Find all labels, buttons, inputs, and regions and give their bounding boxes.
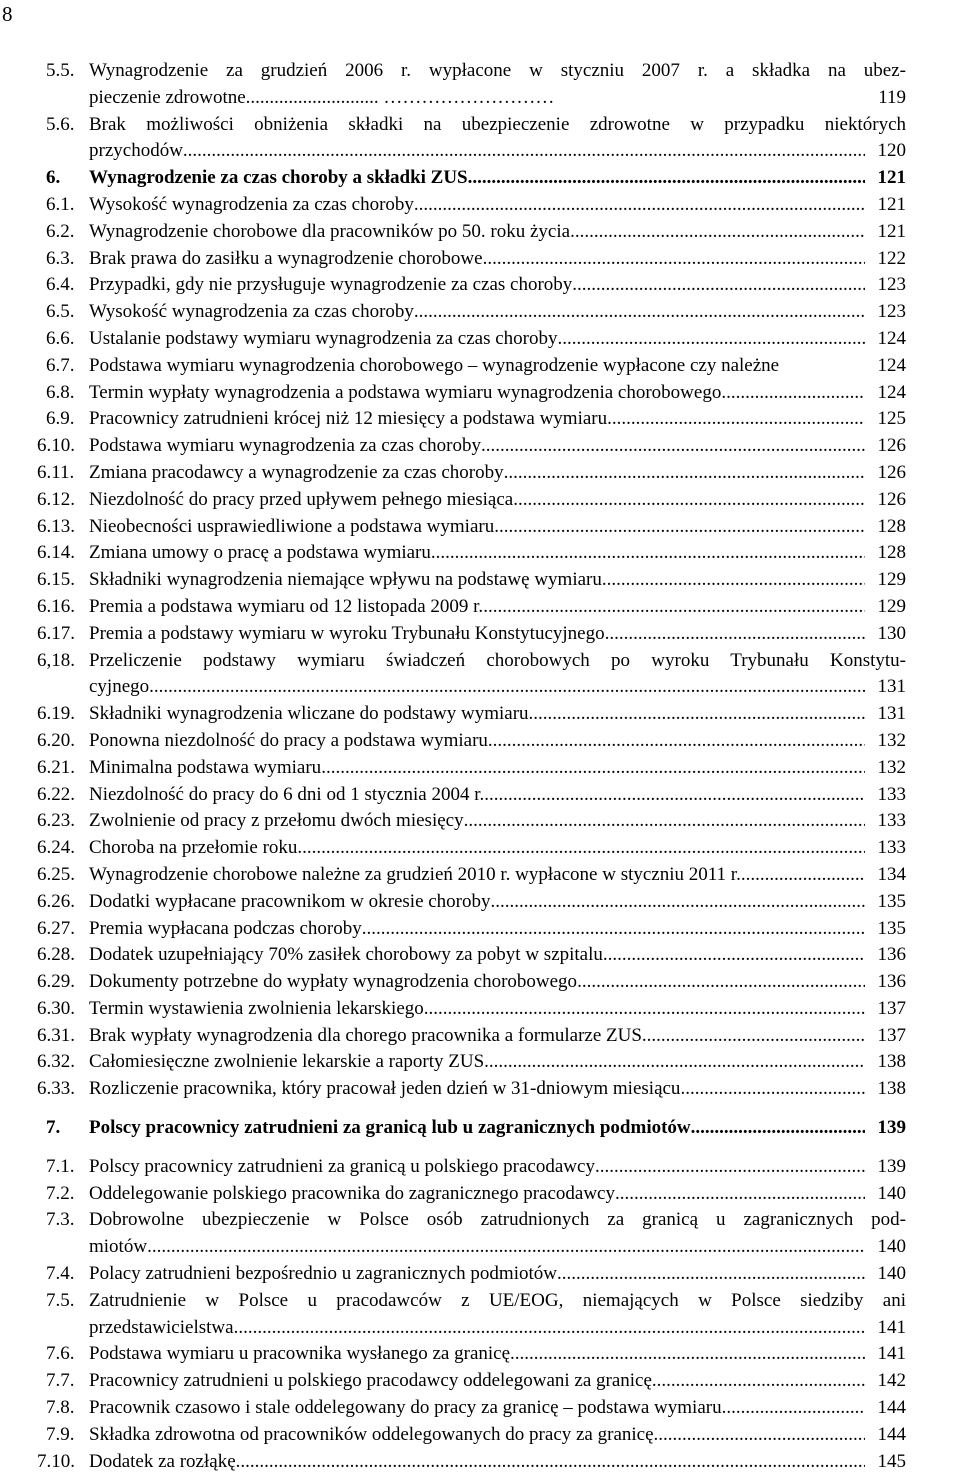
- toc-entry-page: 133: [877, 810, 906, 832]
- toc-entry-page: 141: [877, 1343, 906, 1365]
- dot-leader: [491, 889, 865, 916]
- toc-entry-title: Nieobecności usprawiedliwione a podstawa wymiaru: [89, 515, 495, 537]
- dot-leader: [691, 1115, 865, 1142]
- toc-entry-page: 123: [877, 274, 906, 296]
- toc-entry-page: 128: [877, 542, 906, 564]
- toc-entry-title: Wynagrodzenie chorobowe dla pracowników po 50. roku życia: [89, 220, 571, 242]
- toc-entry-page: 128: [877, 515, 906, 537]
- dot-leader: [680, 1076, 865, 1103]
- toc-entry-title: Ponowna niezdolność do pracy a podstawa wymiaru: [89, 729, 488, 751]
- dot-leader: [642, 1023, 865, 1050]
- dot-leader: [615, 1181, 865, 1208]
- toc-entry-title: Polscy pracownicy zatrudnieni za granicą lub u zagranicznych podmiotów: [89, 1117, 691, 1139]
- toc-entry-page: 136: [877, 971, 906, 993]
- toc-entry[interactable]: [0, 1154, 960, 1181]
- toc-entry-page: 137: [877, 997, 906, 1019]
- toc-entry-number: 6.2.: [46, 220, 75, 242]
- toc-entry-title: Składka zdrowotna od pracowników oddelegowanych do pracy za granicę: [89, 1423, 654, 1445]
- toc-entry-number: 7.: [46, 1117, 61, 1139]
- toc-entry-title: Przypadki, gdy nie przysługuje wynagrodzenie za czas choroby: [89, 274, 573, 296]
- toc-entry-title: Podstawa wymiaru u pracownika wysłanego za granicę: [89, 1343, 511, 1365]
- toc-entry-page: 123: [877, 301, 906, 323]
- toc-entry-leader-text: ............................ ………………………: [245, 86, 555, 108]
- toc-entry-number: 6.32.: [37, 1051, 75, 1073]
- toc-entry-title: Rozliczenie pracownika, który pracował jeden dzień w 31-dniowym miesiącu: [89, 1078, 681, 1100]
- toc-entry-number: 6.4.: [46, 274, 75, 296]
- dot-leader: [513, 487, 865, 514]
- dot-leader: [484, 1049, 865, 1076]
- toc-entry[interactable]: [0, 112, 960, 166]
- dot-leader: [468, 165, 865, 192]
- toc-entry-title: Premia a podstawy wymiaru w wyroku Trybunału Konstytucyjnego: [89, 622, 605, 644]
- dot-leader: [577, 969, 865, 996]
- toc-entry-title: Zmiana pracodawcy a wynagrodzenie za czas choroby: [89, 461, 504, 483]
- toc-entry[interactable]: [0, 326, 960, 353]
- toc-entry-number: 6.: [46, 167, 61, 189]
- toc-entry[interactable]: [0, 58, 960, 112]
- dot-leader: [321, 755, 865, 782]
- toc-entry-title: Choroba na przełomie roku: [89, 837, 298, 859]
- toc-entry[interactable]: [0, 1207, 960, 1261]
- toc-entry[interactable]: [0, 916, 960, 943]
- toc-entry-title-line: Wynagrodzenie za grudzień 2006 r. wypłacone w styczniu 2007 r. a składka na ubez-: [89, 60, 906, 81]
- table-of-contents: [0, 58, 960, 1475]
- toc-entry-number: 7.7.: [46, 1370, 75, 1392]
- toc-entry-number: 6.1.: [46, 193, 75, 215]
- toc-entry[interactable]: [0, 808, 960, 835]
- toc-entry-page: 121: [877, 167, 906, 189]
- dot-leader: [414, 299, 865, 326]
- toc-entry-title: Składniki wynagrodzenia wliczane do podstawy wymiaru: [89, 703, 529, 725]
- toc-entry[interactable]: [0, 648, 960, 702]
- toc-entry-page: 124: [877, 381, 906, 403]
- toc-entry-number: 6.27.: [37, 917, 75, 939]
- toc-entry[interactable]: [0, 246, 960, 273]
- toc-entry-number: 5.5.: [46, 60, 75, 81]
- toc-entry[interactable]: [0, 701, 960, 728]
- toc-entry-number: 6.33.: [37, 1078, 75, 1100]
- toc-entry[interactable]: [0, 433, 960, 460]
- toc-entry[interactable]: [0, 1288, 960, 1342]
- toc-entry-title: miotów: [89, 1236, 148, 1258]
- dot-leader: [234, 1315, 865, 1342]
- dot-leader: [652, 1368, 865, 1395]
- dot-leader: [557, 1261, 865, 1288]
- toc-entry-number: 7.9.: [46, 1423, 75, 1445]
- toc-entry[interactable]: [0, 272, 960, 299]
- dot-leader: [483, 246, 865, 273]
- toc-entry-number: 7.4.: [46, 1263, 75, 1285]
- toc-entry-page: 119: [878, 86, 906, 108]
- toc-entry[interactable]: [0, 1076, 960, 1103]
- toc-entry-number: 6.19.: [37, 703, 75, 725]
- toc-entry-page: 138: [877, 1078, 906, 1100]
- toc-entry-title: Wynagrodzenie chorobowe należne za grudzień 2010 r. wypłacone w styczniu 2011 r.: [89, 863, 741, 885]
- toc-entry-page: 121: [877, 220, 906, 242]
- toc-entry-page: 132: [877, 756, 906, 778]
- toc-entry-title: Premia a podstawa wymiaru od 12 listopada 2009 r.: [89, 595, 484, 617]
- dot-leader: [488, 728, 865, 755]
- toc-entry[interactable]: [0, 889, 960, 916]
- toc-entry-title: Niezdolność do pracy do 6 dni od 1 stycznia 2004 r.: [89, 783, 485, 805]
- dot-leader: [504, 460, 865, 487]
- dot-leader: [572, 272, 865, 299]
- toc-entry-number: 6.16.: [37, 595, 75, 617]
- dot-leader: [431, 540, 865, 567]
- toc-entry[interactable]: [0, 1341, 960, 1368]
- toc-entry-page: 129: [877, 569, 906, 591]
- toc-entry-page: 126: [877, 488, 906, 510]
- toc-entry-title: Składniki wynagrodzenia niemające wpływu na podstawę wymiaru: [89, 569, 602, 591]
- toc-entry[interactable]: [0, 1261, 960, 1288]
- toc-entry-title: Pracownicy zatrudnieni u polskiego pracodawcy oddelegowani za granicę: [89, 1370, 652, 1392]
- toc-entry-number: 7.10.: [37, 1450, 75, 1472]
- toc-entry[interactable]: [0, 1049, 960, 1076]
- toc-entry-page: 131: [877, 676, 906, 698]
- dot-leader: [484, 782, 865, 809]
- toc-entry-number: 6.23.: [37, 810, 75, 832]
- dot-leader: [603, 942, 865, 969]
- toc-entry[interactable]: [0, 621, 960, 648]
- toc-entry[interactable]: [0, 1422, 960, 1449]
- toc-entry-title: pieczenie zdrowotne: [89, 86, 246, 108]
- toc-entry-number: 7.6.: [46, 1343, 75, 1365]
- toc-entry-title: Pracownicy zatrudnieni krócej niż 12 miesięcy a podstawa wymiaru: [89, 408, 608, 430]
- toc-entry-title-line: Zatrudnienie w Polsce u pracodawców z UE/EOG, niemających w Polsce siedziby ani: [89, 1289, 906, 1311]
- toc-entry[interactable]: [0, 165, 960, 192]
- toc-entry-number: 7.1.: [46, 1155, 75, 1177]
- toc-entry-title: cyjnego: [89, 676, 150, 698]
- toc-entry-page: 133: [877, 837, 906, 859]
- toc-entry-page: 120: [877, 140, 906, 162]
- toc-entry-title: Polacy zatrudnieni bezpośrednio u zagranicznych podmiotów: [89, 1263, 557, 1285]
- toc-entry[interactable]: [0, 192, 960, 219]
- toc-entry-page: 141: [877, 1316, 906, 1338]
- toc-entry[interactable]: [0, 487, 960, 514]
- toc-entry[interactable]: [0, 299, 960, 326]
- toc-entry[interactable]: [0, 514, 960, 541]
- toc-entry-page: 135: [877, 917, 906, 939]
- dot-leader: [481, 433, 865, 460]
- toc-entry-title: Podstawa wymiaru wynagrodzenia chorobowego – wynagrodzenie wypłacone czy należne: [89, 354, 780, 376]
- toc-entry-number: 6.25.: [37, 863, 75, 885]
- dot-leader: [595, 1154, 865, 1181]
- toc-entry[interactable]: [0, 1023, 960, 1050]
- toc-entry-page: 132: [877, 729, 906, 751]
- toc-entry-title: Oddelegowanie polskiego pracownika do zagranicznego pracodawcy: [89, 1182, 615, 1204]
- toc-entry-title-line: Brak możliwości obniżenia składki na ubezpieczenie zdrowotne w przypadku niektórych: [89, 113, 906, 135]
- toc-entry-title: Termin wypłaty wynagrodzenia a podstawa wymiaru wynagrodzenia chorobowego: [89, 381, 722, 403]
- toc-entry-title: Dodatek za rozłąkę: [89, 1450, 236, 1472]
- toc-entry-page: 126: [877, 435, 906, 457]
- toc-entry-title: przychodów: [89, 140, 183, 162]
- toc-entry-title: Premia wypłacana podczas choroby: [89, 917, 362, 939]
- toc-entry-page: 139: [877, 1155, 906, 1177]
- toc-entry-title: Dodatki wypłacane pracownikom w okresie choroby: [89, 890, 491, 912]
- dot-leader: [741, 862, 865, 889]
- dot-leader: [483, 594, 865, 621]
- toc-entry-page: 137: [877, 1024, 906, 1046]
- toc-entry-number: 6,18.: [37, 649, 75, 671]
- toc-entry-page: 145: [877, 1450, 906, 1472]
- toc-entry-number: 6.24.: [37, 837, 75, 859]
- toc-entry-number: 6.26.: [37, 890, 75, 912]
- toc-entry[interactable]: [0, 406, 960, 433]
- toc-entry-number: 6.9.: [46, 408, 75, 430]
- toc-entry[interactable]: [0, 1368, 960, 1395]
- dot-leader: [147, 1234, 865, 1261]
- toc-entry[interactable]: [0, 1115, 960, 1142]
- toc-entry[interactable]: [0, 219, 960, 246]
- toc-entry-title-line: Przeliczenie podstawy wymiaru świadczeń chorobowych po wyroku Trybunału Konstytu-: [89, 649, 906, 671]
- toc-entry-number: 6.17.: [37, 622, 75, 644]
- dot-leader: [721, 380, 865, 407]
- toc-entry-number: 6.5.: [46, 301, 75, 323]
- toc-entry[interactable]: [0, 942, 960, 969]
- toc-entry-number: 6.12.: [37, 488, 75, 510]
- dot-leader: [570, 219, 865, 246]
- toc-entry[interactable]: [0, 835, 960, 862]
- toc-entry-number: 7.5.: [46, 1289, 75, 1311]
- toc-entry-number: 6.13.: [37, 515, 75, 537]
- toc-entry-page: 122: [877, 247, 906, 269]
- toc-entry-title: Wynagrodzenie za czas choroby a składki ZUS: [89, 167, 468, 189]
- toc-entry-page: 124: [877, 327, 906, 349]
- toc-entry-title: Polscy pracownicy zatrudnieni za granicą u polskiego pracodawcy: [89, 1155, 595, 1177]
- toc-entry-title: Zmiana umowy o pracę a podstawa wymiaru: [89, 542, 431, 564]
- toc-entry-title: Dodatek uzupełniający 70% zasiłek chorobowy za pobyt w szpitalu: [89, 944, 603, 966]
- toc-entry-title: Całomiesięczne zwolnienie lekarskie a raporty ZUS: [89, 1051, 485, 1073]
- toc-entry-number: 6.29.: [37, 971, 75, 993]
- dot-leader: [602, 567, 865, 594]
- toc-entry-page: 134: [877, 863, 906, 885]
- dot-leader: [558, 326, 866, 353]
- toc-entry-page: 121: [877, 193, 906, 215]
- toc-entry-title: przedstawicielstwa: [89, 1316, 234, 1338]
- toc-entry-number: 6.3.: [46, 247, 75, 269]
- toc-entry[interactable]: [0, 594, 960, 621]
- toc-entry-number: 6.11.: [37, 461, 75, 483]
- toc-entry[interactable]: [0, 1395, 960, 1422]
- toc-entry-page: 126: [877, 461, 906, 483]
- toc-entry[interactable]: [0, 862, 960, 889]
- toc-entry-number: 7.2.: [46, 1182, 75, 1204]
- toc-entry-number: 6.30.: [37, 997, 75, 1019]
- toc-entry-number: 6.8.: [46, 381, 75, 403]
- toc-entry[interactable]: [0, 460, 960, 487]
- toc-entry-title: Zwolnienie od pracy z przełomu dwóch miesięcy: [89, 810, 464, 832]
- toc-entry-title: Niezdolność do pracy przed upływem pełnego miesiąca: [89, 488, 514, 510]
- toc-entry-page: 140: [877, 1182, 906, 1204]
- toc-entry-title: Dokumenty potrzebne do wypłaty wynagrodzenia chorobowego: [89, 971, 578, 993]
- toc-entry-title: Ustalanie podstawy wymiaru wynagrodzenia za czas choroby: [89, 327, 558, 349]
- toc-entry-page: 129: [877, 595, 906, 617]
- dot-leader: [297, 835, 865, 862]
- toc-entry-number: 6.10.: [37, 435, 75, 457]
- toc-entry-page: 125: [877, 408, 906, 430]
- toc-entry-page: 140: [877, 1236, 906, 1258]
- toc-entry[interactable]: [0, 728, 960, 755]
- toc-entry-page: 131: [877, 703, 906, 725]
- dot-leader: [494, 514, 865, 541]
- dot-leader: [464, 808, 865, 835]
- dot-leader: [529, 701, 865, 728]
- toc-entry[interactable]: [0, 755, 960, 782]
- toc-entry-title: Podstawa wymiaru wynagrodzenia za czas choroby: [89, 435, 481, 457]
- toc-entry-title: Brak wypłaty wynagrodzenia dla chorego pracownika a formularze ZUS: [89, 1024, 642, 1046]
- page-number: 8: [2, 2, 13, 26]
- dot-leader: [607, 406, 865, 433]
- toc-entry[interactable]: [0, 969, 960, 996]
- toc-entry-number: 6.20.: [37, 729, 75, 751]
- toc-entry[interactable]: [0, 540, 960, 567]
- toc-entry-page: 124: [877, 354, 906, 376]
- dot-leader: [510, 1341, 865, 1368]
- dot-leader: [183, 138, 865, 165]
- dot-leader: [654, 1422, 865, 1449]
- toc-entry-page: 140: [877, 1263, 906, 1285]
- toc-entry-title: Wysokość wynagrodzenia za czas choroby: [89, 193, 414, 215]
- toc-entry-page: 133: [877, 783, 906, 805]
- dot-leader: [722, 1395, 865, 1422]
- toc-entry-page: 135: [877, 890, 906, 912]
- dot-leader: [424, 996, 865, 1023]
- toc-entry[interactable]: [0, 353, 960, 380]
- toc-entry-title: Wysokość wynagrodzenia za czas choroby: [89, 301, 414, 323]
- dot-leader: [605, 621, 865, 648]
- toc-entry[interactable]: [0, 1449, 960, 1476]
- toc-entry-page: 130: [877, 622, 906, 644]
- toc-entry-number: 6.7.: [46, 354, 75, 376]
- toc-entry-title: Pracownik czasowo i stale oddelegowany do pracy za granicę – podstawa wymiaru: [89, 1397, 722, 1419]
- toc-entry-number: 6.22.: [37, 783, 75, 805]
- toc-entry-number: 6.28.: [37, 944, 75, 966]
- toc-entry-number: 6.21.: [37, 756, 75, 778]
- toc-entry-title: Minimalna podstawa wymiaru: [89, 756, 322, 778]
- dot-leader: [362, 916, 865, 943]
- toc-entry-title-line: Dobrowolne ubezpieczenie w Polsce osób zatrudnionych za granicą u zagranicznych pod-: [89, 1209, 906, 1231]
- toc-entry-page: 139: [877, 1117, 906, 1139]
- toc-entry-page: 144: [877, 1423, 906, 1445]
- toc-entry-page: 144: [877, 1397, 906, 1419]
- toc-entry-number: 7.8.: [46, 1397, 75, 1419]
- dot-leader: [414, 192, 865, 219]
- toc-entry-page: 142: [877, 1370, 906, 1392]
- toc-entry-number: 5.6.: [46, 113, 75, 135]
- toc-entry[interactable]: [0, 567, 960, 594]
- toc-entry[interactable]: [0, 1181, 960, 1208]
- dot-leader: [149, 674, 865, 701]
- toc-entry-number: 6.6.: [46, 327, 75, 349]
- toc-entry-page: 136: [877, 944, 906, 966]
- toc-entry[interactable]: [0, 380, 960, 407]
- toc-entry-title: Brak prawa do zasiłku a wynagrodzenie chorobowe: [89, 247, 483, 269]
- toc-entry-title: Termin wystawienia zwolnienia lekarskiego: [89, 997, 424, 1019]
- toc-entry-number: 6.31.: [37, 1024, 75, 1046]
- toc-entry-page: 138: [877, 1051, 906, 1073]
- toc-entry[interactable]: [0, 782, 960, 809]
- toc-entry-number: 6.15.: [37, 569, 75, 591]
- dot-leader: [236, 1449, 865, 1476]
- toc-entry[interactable]: [0, 996, 960, 1023]
- toc-entry-number: 6.14.: [37, 542, 75, 564]
- toc-entry-number: 7.3.: [46, 1209, 75, 1231]
